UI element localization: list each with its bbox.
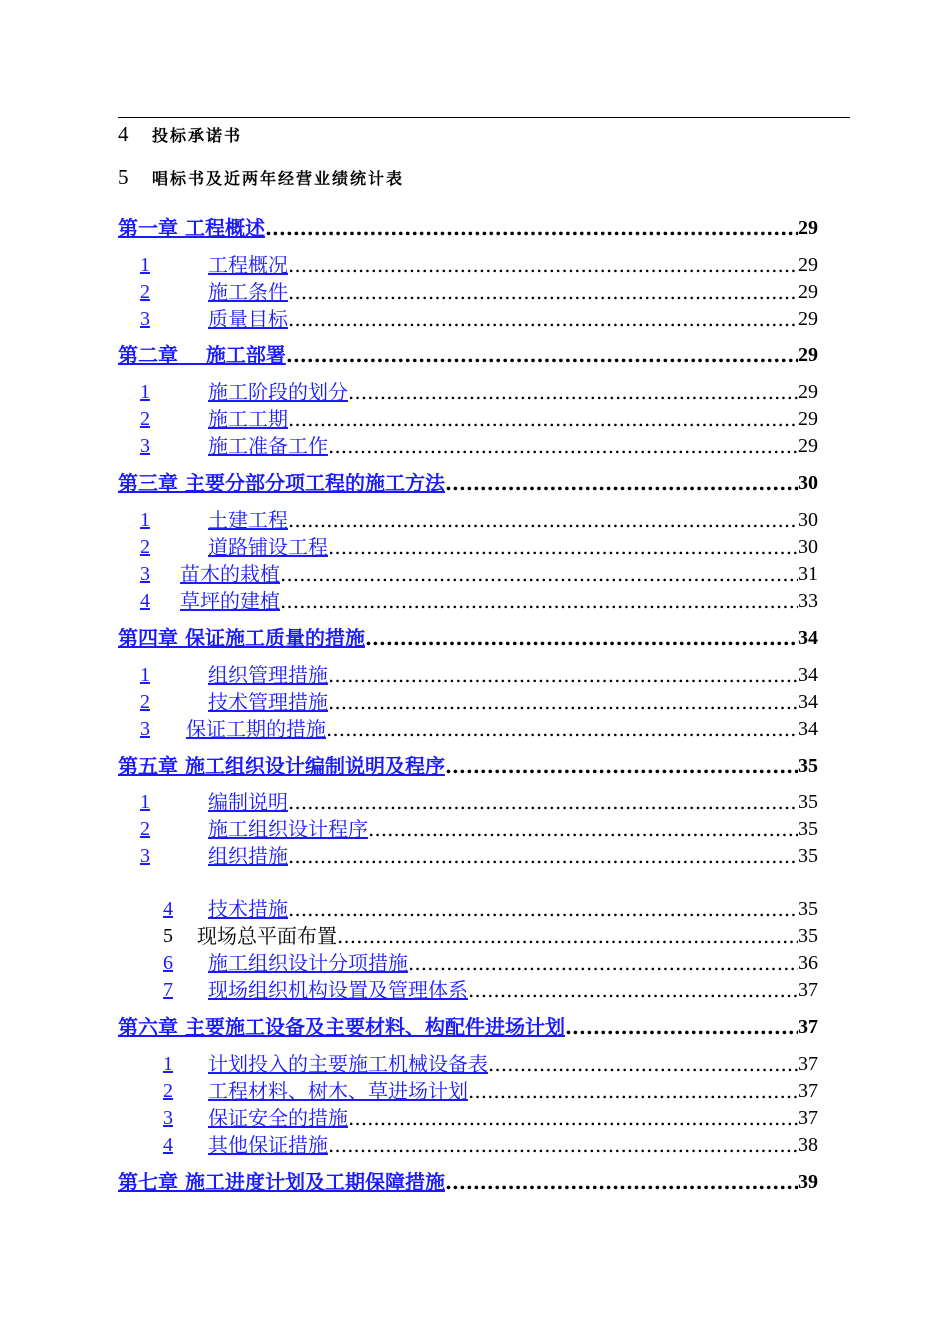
toc-page-number: 37: [798, 1080, 818, 1102]
toc-chapter-link[interactable]: 第三章 主要分部分项工程的施工方法: [118, 471, 445, 495]
toc-section-link[interactable]: 保证工期的措施: [186, 717, 326, 741]
toc-page-number: 37: [798, 1053, 818, 1075]
toc-leader: [288, 406, 798, 432]
toc-section-number[interactable]: 4: [163, 898, 173, 920]
toc-section-link[interactable]: 组织管理措施: [208, 663, 328, 687]
toc-leader: [280, 588, 798, 614]
preface-item: [118, 122, 242, 147]
toc-page-number: 29: [798, 254, 818, 276]
toc-leader: [288, 507, 798, 533]
toc-section-link[interactable]: 施工工期: [208, 407, 288, 431]
toc-leader: [288, 896, 798, 922]
preface-item-title: 唱标书及近两年经营业绩统计表: [152, 169, 405, 188]
toc-section-link[interactable]: 组织措施: [208, 844, 288, 868]
toc-leader: [445, 470, 798, 496]
toc-leader: [328, 689, 798, 715]
toc-leader: [328, 534, 798, 560]
toc-chapter: [118, 470, 818, 496]
toc-section-link[interactable]: 草坪的建植: [180, 589, 280, 613]
toc-section-link[interactable]: 道路铺设工程: [208, 535, 328, 559]
toc-section: [118, 816, 818, 842]
toc-chapter-link[interactable]: 第五章 施工组织设计编制说明及程序: [118, 754, 445, 778]
toc-page-number: 29: [798, 408, 818, 430]
toc-chapter-link[interactable]: 第一章 工程概述: [118, 216, 265, 240]
toc-leader: [468, 1078, 798, 1104]
toc-leader: [337, 923, 798, 949]
preface-item-number: 4: [118, 122, 129, 146]
toc-section-number[interactable]: 3: [163, 1107, 173, 1129]
toc-leader: [288, 279, 798, 305]
toc-section-link[interactable]: 技术管理措施: [208, 690, 328, 714]
toc-page-number: 34: [798, 718, 818, 740]
toc-section-number[interactable]: 2: [140, 536, 150, 558]
toc-section-link[interactable]: 施工组织设计程序: [208, 817, 368, 841]
toc-section-number[interactable]: 1: [140, 509, 150, 531]
toc-section-link[interactable]: 施工阶段的划分: [208, 380, 348, 404]
toc-section-link[interactable]: 施工组织设计分项措施: [208, 951, 408, 975]
toc-page-number: 35: [798, 925, 818, 947]
toc-section-number[interactable]: 3: [140, 845, 150, 867]
toc-section: [118, 716, 818, 742]
toc-chapter: [118, 215, 818, 241]
toc-section-link[interactable]: 苗木的栽植: [180, 562, 280, 586]
toc-page-number: 35: [798, 845, 818, 867]
toc-section: [118, 433, 818, 459]
toc-section: [118, 1132, 818, 1158]
toc-section-number: 5: [163, 925, 173, 947]
toc-leader: [288, 306, 798, 332]
toc-section: [118, 843, 818, 869]
toc-section: [118, 1105, 818, 1131]
toc-page-number: 35: [798, 818, 818, 840]
toc-page-number: 34: [798, 627, 818, 649]
toc-page-number: 39: [798, 1171, 818, 1193]
toc-section-number[interactable]: 2: [140, 281, 150, 303]
toc-section: [118, 977, 818, 1003]
toc-page-number: 33: [798, 590, 818, 612]
toc-leader: [368, 816, 798, 842]
toc-page-number: 37: [798, 1016, 818, 1038]
toc-section-link[interactable]: 编制说明: [208, 790, 288, 814]
toc-section-number[interactable]: 1: [163, 1053, 173, 1075]
toc-section-text: 现场总平面布置: [197, 924, 337, 948]
toc-section-link[interactable]: 施工条件: [208, 280, 288, 304]
preface-item-title: 投标承诺书: [152, 126, 243, 145]
toc-leader: [286, 342, 798, 368]
toc-page-number: 36: [798, 952, 818, 974]
toc-page-number: 29: [798, 217, 818, 239]
toc-section-link[interactable]: 质量目标: [208, 307, 288, 331]
toc-page-number: 29: [798, 381, 818, 403]
toc-chapter: [118, 342, 818, 368]
toc-leader: [328, 1132, 798, 1158]
toc-chapter: [118, 625, 818, 651]
toc-section-number[interactable]: 3: [140, 308, 150, 330]
toc-page-number: 30: [798, 536, 818, 558]
toc-chapter-link[interactable]: 第二章 施工部署: [118, 343, 286, 367]
toc-section-number[interactable]: 6: [163, 952, 173, 974]
toc-section-link[interactable]: 保证安全的措施: [208, 1106, 348, 1130]
toc-page-number: 35: [798, 791, 818, 813]
toc-section: [118, 1051, 818, 1077]
toc-chapter-link[interactable]: 第七章 施工进度计划及工期保障措施: [118, 1170, 445, 1194]
toc-leader: [445, 1169, 798, 1195]
toc-leader: [288, 252, 798, 278]
toc-section: [118, 279, 818, 305]
toc-leader: [348, 379, 798, 405]
toc-section-number[interactable]: 2: [140, 408, 150, 430]
toc-leader: [408, 950, 798, 976]
toc-page-number: 29: [798, 435, 818, 457]
toc-leader: [365, 625, 798, 651]
toc-leader: [288, 843, 798, 869]
toc-section-number[interactable]: 4: [163, 1134, 173, 1156]
toc-section: [118, 896, 818, 922]
toc-section-number[interactable]: 7: [163, 979, 173, 1001]
toc-leader: [348, 1105, 798, 1131]
toc-page-number: 30: [798, 472, 818, 494]
toc-page-number: 37: [798, 979, 818, 1001]
toc-section-link[interactable]: 工程材料、树木、草进场计划: [208, 1079, 468, 1103]
toc-page-number: 34: [798, 691, 818, 713]
preface-item-number: 5: [118, 165, 129, 189]
toc-chapter: [118, 1169, 818, 1195]
toc-section-link[interactable]: 技术措施: [208, 897, 288, 921]
toc-section-link[interactable]: 工程概况: [208, 253, 288, 277]
toc-section: [118, 379, 818, 405]
toc-chapter: [118, 1014, 818, 1040]
toc-section-link[interactable]: 现场组织机构设置及管理体系: [208, 978, 468, 1002]
toc-leader: [445, 753, 798, 779]
toc-page-number: 35: [798, 898, 818, 920]
toc-section: [118, 306, 818, 332]
toc-section: [118, 662, 818, 688]
toc-leader: [328, 662, 798, 688]
toc-section-link[interactable]: 计划投入的主要施工机械设备表: [208, 1052, 488, 1076]
toc-section: [118, 1078, 818, 1104]
toc-chapter-link[interactable]: 第六章 主要施工设备及主要材料、构配件进场计划: [118, 1015, 565, 1039]
toc-page-number: 37: [798, 1107, 818, 1129]
toc-leader: [280, 561, 798, 587]
toc-section: [118, 923, 818, 949]
toc-chapter-link[interactable]: 第四章 保证施工质量的措施: [118, 626, 365, 650]
toc-section: [118, 406, 818, 432]
toc-chapter: [118, 753, 818, 779]
toc-leader: [328, 433, 798, 459]
toc-section-number[interactable]: 1: [140, 254, 150, 276]
toc-section: [118, 689, 818, 715]
toc-section-number[interactable]: 3: [140, 563, 150, 585]
toc-leader: [265, 215, 798, 241]
toc-page-number: 29: [798, 344, 818, 366]
toc-section-link[interactable]: 土建工程: [208, 508, 288, 532]
toc-leader: [565, 1014, 798, 1040]
toc-section-link[interactable]: 施工准备工作: [208, 434, 328, 458]
toc-section-number[interactable]: 4: [140, 590, 150, 612]
toc-section-number[interactable]: 1: [140, 791, 150, 813]
toc-leader: [488, 1051, 798, 1077]
header-rule: [118, 117, 850, 118]
preface-item: [118, 165, 404, 190]
toc-leader: [288, 789, 798, 815]
toc-section-number[interactable]: 3: [140, 718, 150, 740]
toc-page-number: 29: [798, 281, 818, 303]
toc-section: [118, 789, 818, 815]
toc-section-number[interactable]: 2: [163, 1080, 173, 1102]
toc-page-number: 38: [798, 1134, 818, 1156]
toc-section-number[interactable]: 3: [140, 435, 150, 457]
toc-section: [118, 588, 818, 614]
toc-leader: [326, 716, 798, 742]
toc-section-number[interactable]: 1: [140, 664, 150, 686]
toc-page-number: 31: [798, 563, 818, 585]
toc-page-number: 30: [798, 509, 818, 531]
toc-section-number[interactable]: 2: [140, 818, 150, 840]
toc-page-number: 34: [798, 664, 818, 686]
toc-section-link[interactable]: 其他保证措施: [208, 1133, 328, 1157]
toc-section: [118, 561, 818, 587]
toc-leader: [468, 977, 798, 1003]
toc-section: [118, 507, 818, 533]
toc-section-number[interactable]: 1: [140, 381, 150, 403]
toc-page-number: 35: [798, 755, 818, 777]
toc-section-number[interactable]: 2: [140, 691, 150, 713]
toc-page-number: 29: [798, 308, 818, 330]
toc-section: [118, 950, 818, 976]
toc-section: [118, 252, 818, 278]
toc-section: [118, 534, 818, 560]
